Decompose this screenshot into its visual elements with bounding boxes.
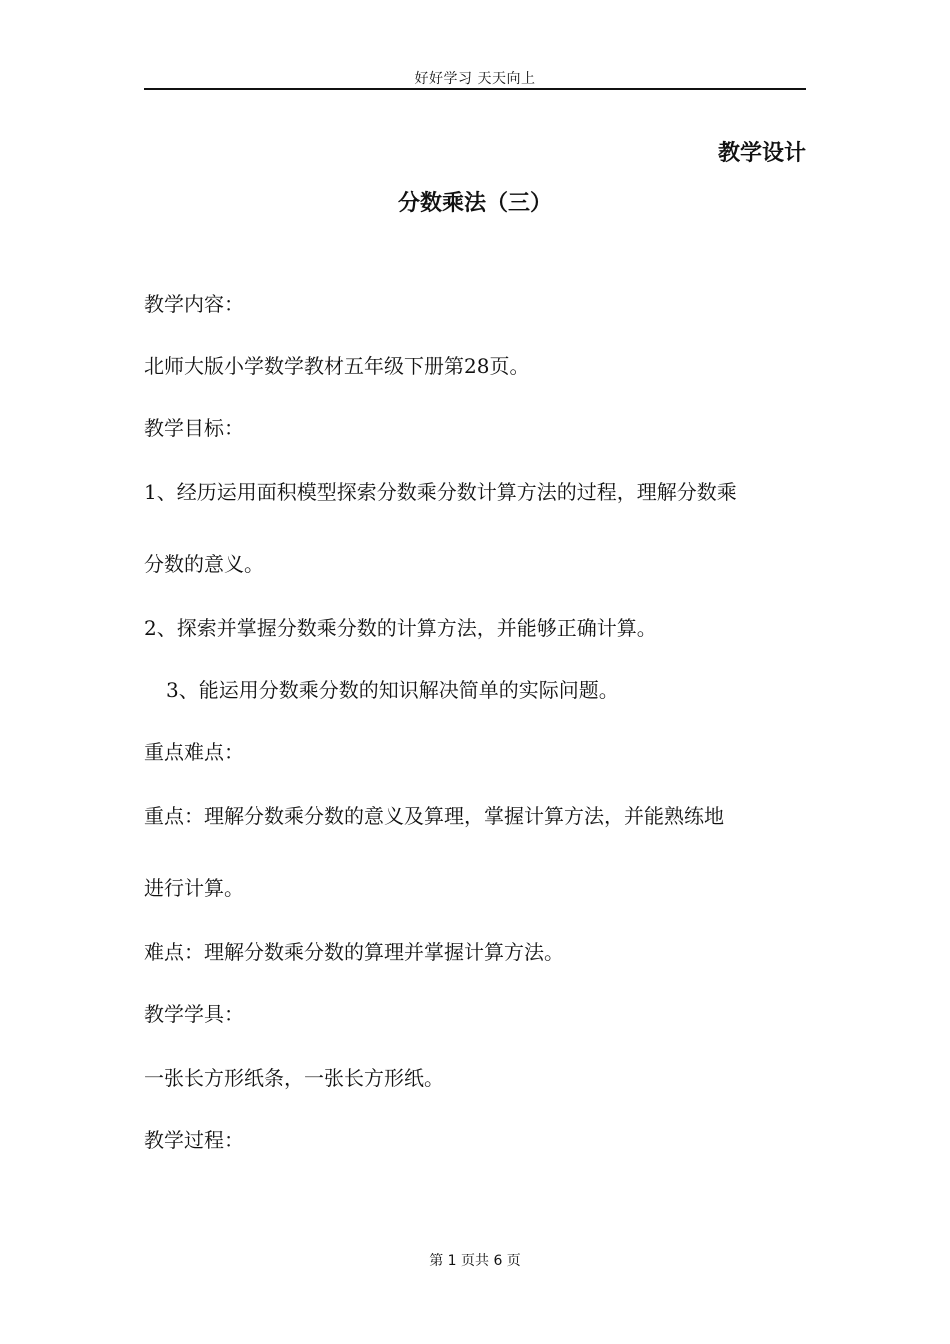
tools-label: 教学学具： — [144, 1002, 244, 1026]
difficulty-text: 难点：理解分数乘分数的算理并掌握计算方法。 — [144, 940, 564, 964]
document-type-title: 教学设计 — [717, 141, 806, 166]
key-point-line2: 进行计算。 — [144, 876, 244, 900]
process-label: 教学过程： — [144, 1128, 244, 1152]
key-points-label: 重点难点： — [144, 740, 244, 764]
objective-1-line2: 分数的意义。 — [144, 552, 264, 576]
objective-3: 3、能运用分数乘分数的知识解决简单的实际问题。 — [166, 678, 619, 702]
page-number: 第 1 页共 6 页 — [429, 1253, 521, 1269]
content-text: 北师大版小学数学教材五年级下册第28页。 — [144, 354, 530, 378]
key-point-line1: 重点：理解分数乘分数的意义及算理，掌握计算方法，并能熟练地 — [144, 804, 724, 828]
lesson-title: 分数乘法（三） — [397, 191, 552, 216]
page-header: 好好学习 天天向上 — [414, 71, 536, 87]
objective-1-line1: 1、经历运用面积模型探索分数乘分数计算方法的过程，理解分数乘 — [144, 480, 737, 504]
objectives-label: 教学目标： — [144, 416, 244, 440]
content-label: 教学内容： — [144, 292, 244, 316]
objective-2: 2、探索并掌握分数乘分数的计算方法，并能够正确计算。 — [144, 616, 657, 640]
header-divider — [144, 88, 806, 90]
tools-text: 一张长方形纸条，一张长方形纸。 — [144, 1066, 444, 1090]
